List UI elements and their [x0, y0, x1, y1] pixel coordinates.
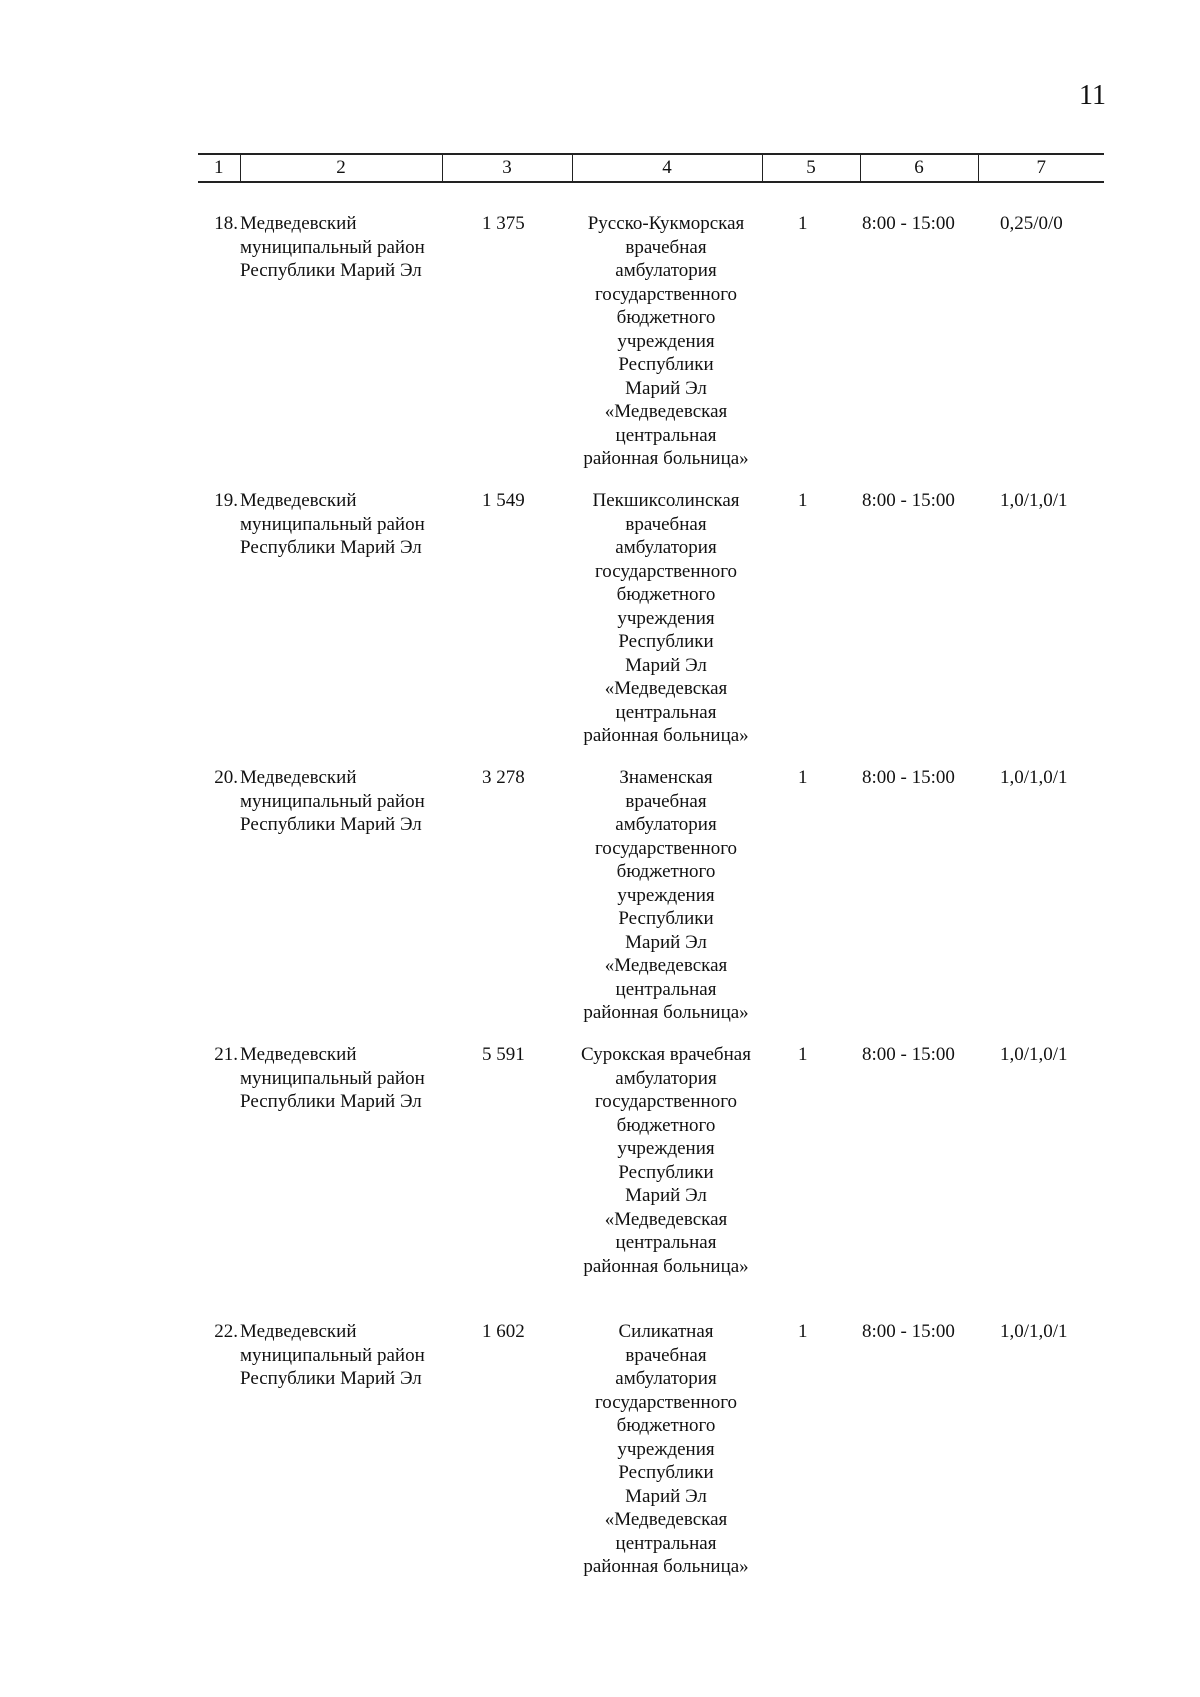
- institution-name-line: Силикатная: [618, 1321, 714, 1342]
- institution-name-line: Марий Эл: [625, 931, 707, 953]
- unit-count: 1: [798, 1044, 808, 1065]
- institution-name-line: «Медведевская: [604, 678, 728, 699]
- district-name: [240, 1043, 440, 1114]
- institution-name: [568, 212, 764, 471]
- header-col-2: 2: [240, 154, 442, 182]
- institution-name-line: Русско-Кукморская: [587, 213, 745, 234]
- page-number: 11: [1079, 80, 1106, 111]
- population: 3 278: [482, 767, 525, 788]
- district-name-line: Республики Марий Эл: [240, 814, 422, 835]
- institution-name-line: Республики: [618, 908, 714, 929]
- population: 5 591: [482, 1044, 525, 1065]
- district-name-line: Республики Марий Эл: [240, 1368, 422, 1389]
- institution-name-line: районная больница»: [583, 1556, 749, 1577]
- institution-name-line: «Медведевская: [604, 401, 728, 422]
- institution-name-line: бюджетного: [616, 307, 716, 328]
- working-hours: 8:00 - 15:00: [862, 213, 955, 234]
- institution-name-line: государственного: [594, 837, 738, 859]
- row-number: 18.: [214, 213, 238, 234]
- institution-name-line: государственного: [594, 1391, 738, 1413]
- row-number: 21.: [214, 1044, 238, 1065]
- district-name: [240, 1320, 440, 1391]
- district-name-line: Медведевский: [240, 213, 357, 234]
- institution-name-line: «Медведевская: [604, 955, 728, 976]
- institution-name-line: врачебная: [625, 1344, 707, 1366]
- institution-name-line: государственного: [594, 560, 738, 582]
- institution-name-line: амбулатория: [615, 1067, 717, 1089]
- institution-name-line: Сурокская врачебная: [581, 1044, 751, 1065]
- institution-name-line: Республики: [618, 1161, 714, 1183]
- district-name-line: муниципальный район: [240, 1344, 425, 1366]
- header-row: [198, 154, 1104, 182]
- institution-name-line: амбулатория: [615, 260, 717, 281]
- institution-name-line: учреждения: [617, 1438, 715, 1460]
- institution-name-line: Марий Эл: [625, 377, 707, 399]
- staff-rate: 1,0/1,0/1: [1000, 1321, 1068, 1342]
- institution-name-line: «Медведевская: [604, 1509, 728, 1530]
- table-row: [198, 1043, 1104, 1320]
- district-name-line: Республики Марий Эл: [240, 260, 422, 281]
- institution-name-line: учреждения: [617, 607, 715, 629]
- working-hours: 8:00 - 15:00: [862, 1321, 955, 1342]
- header-col-3: 3: [442, 154, 572, 182]
- institution-name-line: Марий Эл: [625, 1485, 707, 1507]
- district-name: [240, 766, 440, 837]
- unit-count: 1: [798, 213, 808, 234]
- district-name-line: Медведевский: [240, 490, 357, 511]
- district-name-line: муниципальный район: [240, 790, 425, 812]
- institution-name: [568, 1320, 764, 1579]
- institution-name-line: Марий Эл: [625, 1185, 707, 1206]
- staff-rate: 1,0/1,0/1: [1000, 1044, 1068, 1065]
- institution-name-line: учреждения: [617, 330, 715, 352]
- institution-name-line: бюджетного: [616, 861, 716, 882]
- institution-name-line: районная больница»: [583, 448, 749, 469]
- working-hours: 8:00 - 15:00: [862, 1044, 955, 1065]
- unit-count: 1: [798, 1321, 808, 1342]
- working-hours: 8:00 - 15:00: [862, 490, 955, 511]
- table-row: [198, 766, 1104, 1043]
- institution-name-line: амбулатория: [615, 537, 717, 558]
- row-number: 19.: [214, 490, 238, 511]
- district-name-line: Медведевский: [240, 1044, 357, 1065]
- institution-name-line: амбулатория: [615, 814, 717, 835]
- institution-name-line: Республики: [618, 1462, 714, 1483]
- staff-rate: 1,0/1,0/1: [1000, 490, 1068, 511]
- institution-name-line: бюджетного: [616, 1415, 716, 1436]
- institution-name-line: государственного: [594, 283, 738, 305]
- district-name-line: Республики Марий Эл: [240, 537, 422, 558]
- institution-name-line: Пекшиксолинская: [592, 490, 740, 511]
- institution-name-line: учреждения: [617, 884, 715, 906]
- staff-rate: 0,25/0/0: [1000, 213, 1063, 234]
- staff-rate: 1,0/1,0/1: [1000, 767, 1068, 788]
- institution-name-line: районная больница»: [583, 725, 749, 746]
- district-name: [240, 489, 440, 560]
- district-name-line: Республики Марий Эл: [240, 1091, 422, 1112]
- population: 1 375: [482, 213, 525, 234]
- institution-name-line: учреждения: [617, 1138, 715, 1159]
- row-number: 20.: [214, 767, 238, 788]
- institution-name-line: врачебная: [625, 236, 707, 258]
- district-name-line: муниципальный район: [240, 513, 425, 535]
- institution-name-line: амбулатория: [615, 1368, 717, 1389]
- table-body: [198, 212, 1104, 1597]
- institution-name-line: центральная: [615, 701, 717, 723]
- header-col-5: 5: [762, 154, 860, 182]
- institution-name-line: районная больница»: [583, 1255, 749, 1277]
- institution-name-line: Республики: [618, 354, 714, 375]
- district-name-line: муниципальный район: [240, 236, 425, 258]
- institution-name-line: врачебная: [625, 513, 707, 535]
- header-col-6: 6: [860, 154, 978, 182]
- institution-name-line: районная больница»: [583, 1002, 749, 1023]
- row-number: 22.: [214, 1321, 238, 1342]
- institution-name: [568, 489, 764, 748]
- institution-name-line: «Медведевская: [604, 1208, 728, 1230]
- unit-count: 1: [798, 767, 808, 788]
- institution-name: [568, 1043, 764, 1278]
- institution-name-line: бюджетного: [616, 584, 716, 605]
- institution-name-line: центральная: [615, 424, 717, 446]
- institution-name-line: Республики: [618, 631, 714, 652]
- institution-name-line: Марий Эл: [625, 654, 707, 676]
- header-col-7: 7: [978, 154, 1104, 182]
- table-row: [198, 212, 1104, 489]
- population: 1 549: [482, 490, 525, 511]
- district-name-line: муниципальный район: [240, 1067, 425, 1089]
- institution-name: [568, 766, 764, 1025]
- institution-name-line: Знаменская: [619, 767, 713, 788]
- district-name: [240, 212, 440, 283]
- institution-name-line: центральная: [615, 1532, 717, 1554]
- table-row: [198, 489, 1104, 766]
- table-row: [198, 1320, 1104, 1597]
- institution-name-line: центральная: [615, 978, 717, 1000]
- column-number-header: [198, 153, 1104, 183]
- institution-name-line: центральная: [615, 1232, 717, 1253]
- district-name-line: Медведевский: [240, 767, 357, 788]
- unit-count: 1: [798, 490, 808, 511]
- institution-name-line: бюджетного: [616, 1114, 716, 1136]
- institution-name-line: врачебная: [625, 790, 707, 812]
- institution-name-line: государственного: [594, 1091, 738, 1112]
- header-col-4: 4: [572, 154, 762, 182]
- working-hours: 8:00 - 15:00: [862, 767, 955, 788]
- header-col-1: 1: [198, 154, 240, 182]
- population: 1 602: [482, 1321, 525, 1342]
- district-name-line: Медведевский: [240, 1321, 357, 1342]
